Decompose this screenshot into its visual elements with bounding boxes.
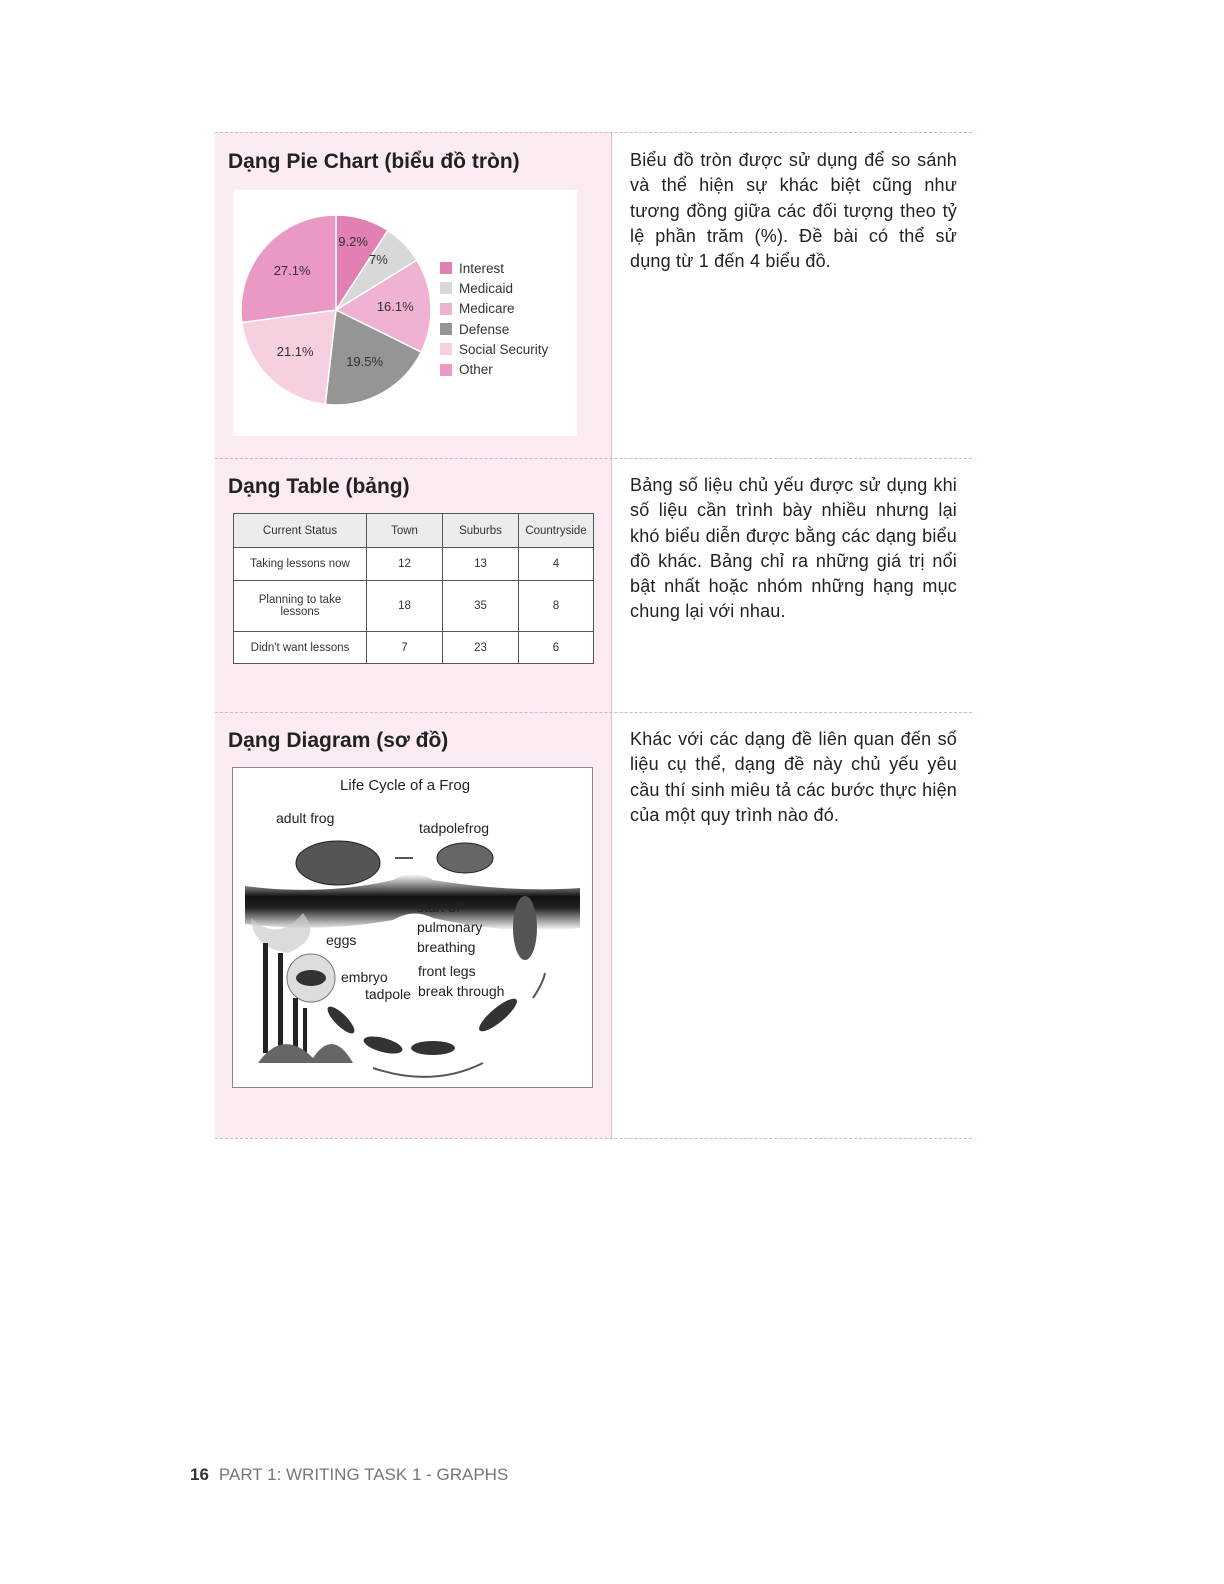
table-row: [234, 548, 594, 581]
label-adult-frog: adult frog: [276, 810, 335, 826]
cell: Planning to take lessons: [234, 581, 367, 632]
header-cell: Town: [367, 514, 443, 548]
legend-label: Medicare: [459, 301, 515, 317]
pie-data-label: 7%: [369, 252, 388, 268]
table-header-row: [234, 514, 594, 548]
divider: [215, 458, 972, 459]
pie-legend: [440, 258, 548, 380]
young-frog-icon: [437, 843, 493, 873]
header-cell: Suburbs: [443, 514, 519, 548]
legend-item: [440, 299, 548, 319]
label-tadpolefrog: tadpolefrog: [419, 820, 490, 836]
table-row: [234, 632, 594, 664]
table-row: [234, 581, 594, 632]
label-embryo: embryo: [341, 969, 388, 985]
cell: Didn't want lessons: [234, 632, 367, 664]
legend-swatch: [440, 303, 452, 315]
divider: [215, 712, 972, 713]
embryo-shape: [296, 970, 326, 986]
pie-data-label: 19.5%: [346, 353, 384, 369]
froglet-icon: [513, 896, 537, 960]
cell: 13: [443, 548, 519, 581]
page-footer: [190, 1465, 508, 1485]
diagram-section-title: Dạng Diagram (sơ đồ): [228, 729, 449, 752]
cell: 12: [367, 548, 443, 581]
header-cell: Current Status: [234, 514, 367, 548]
legend-item: [440, 278, 548, 298]
cell: Taking lessons now: [234, 548, 367, 581]
cell: 18: [367, 581, 443, 632]
pie-data-label: 16.1%: [376, 299, 414, 315]
legend-item: [440, 258, 548, 278]
cell: 7: [367, 632, 443, 664]
legend-label: Medicaid: [459, 280, 514, 296]
diagram-title: Life Cycle of a Frog: [340, 777, 471, 794]
header-cell: Countryside: [519, 514, 594, 548]
legend-swatch: [440, 262, 452, 274]
adult-frog-icon: [296, 841, 380, 885]
label-break-through: break through: [418, 983, 505, 999]
legend-swatch: [440, 343, 452, 355]
label-breathing: breathing: [417, 939, 476, 955]
pie-data-label: 21.1%: [276, 344, 314, 360]
pie-data-label: 9.2%: [338, 233, 368, 249]
pie-data-label: 27.1%: [273, 263, 311, 279]
legend-swatch: [440, 323, 452, 335]
label-eggs: eggs: [326, 932, 357, 948]
table-section-description: Bảng số liệu chủ yếu được sử dụng khi số liệu cần trình bày nhiều nhưng lại khó biểu diễn được bằng các dạng biểu đồ khác. Bảng chỉ ra những giá trị nổi bật nhất hoặc nhóm những hạng mục chung lại với nhau.: [630, 475, 957, 622]
cell: 6: [519, 632, 594, 664]
legend-swatch: [440, 282, 452, 294]
legend-label: Interest: [459, 260, 505, 276]
cycle-arrow-icon: [533, 973, 545, 998]
cycle-arrow-icon: [373, 1063, 483, 1077]
page-number: 16: [190, 1465, 209, 1484]
frog-life-cycle-diagram: [232, 767, 593, 1088]
content-table: [215, 132, 972, 1138]
legend-label: Social Security: [459, 341, 549, 357]
cell: 23: [443, 632, 519, 664]
legend-label: Defense: [459, 321, 510, 337]
legend-item: [440, 319, 548, 339]
diagram-section-description: Khác với các dạng đề liên quan đến số liệu cụ thể, dạng đề này chủ yếu yêu cầu thí sinh miêu tả các bước thực hiện của một quy trình nào đó.: [630, 729, 957, 825]
legend-label: Other: [459, 362, 493, 378]
tadpoles-icon: [324, 994, 521, 1057]
label-front-legs: front legs: [418, 963, 476, 979]
divider: [215, 132, 972, 133]
cell: 4: [519, 548, 594, 581]
cell: 35: [443, 581, 519, 632]
legend-item: [440, 339, 548, 359]
legend-item: [440, 359, 548, 379]
label-pulmonary: pulmonary: [417, 919, 483, 935]
cell: 8: [519, 581, 594, 632]
pie-chart: [233, 190, 577, 436]
divider: [215, 1138, 972, 1139]
label-start-of: start of: [417, 899, 460, 915]
legend-swatch: [440, 364, 452, 376]
lessons-table: [233, 513, 594, 664]
label-tadpole: tadpole: [365, 986, 411, 1002]
pie-section-title: Dạng Pie Chart (biểu đồ tròn): [228, 150, 520, 173]
pie-section-description: Biểu đồ tròn được sử dụng để so sánh và thể hiện sự khác biệt cũng như tương đồng giữa các đối tượng theo tỷ lệ phần trăm (%). Đề bài có thể sử dụng từ 1 đến 4 biểu đồ.: [630, 150, 957, 272]
table-section-title: Dạng Table (bảng): [228, 475, 410, 498]
footer-text: PART 1: WRITING TASK 1 - GRAPHS: [218, 1465, 509, 1484]
